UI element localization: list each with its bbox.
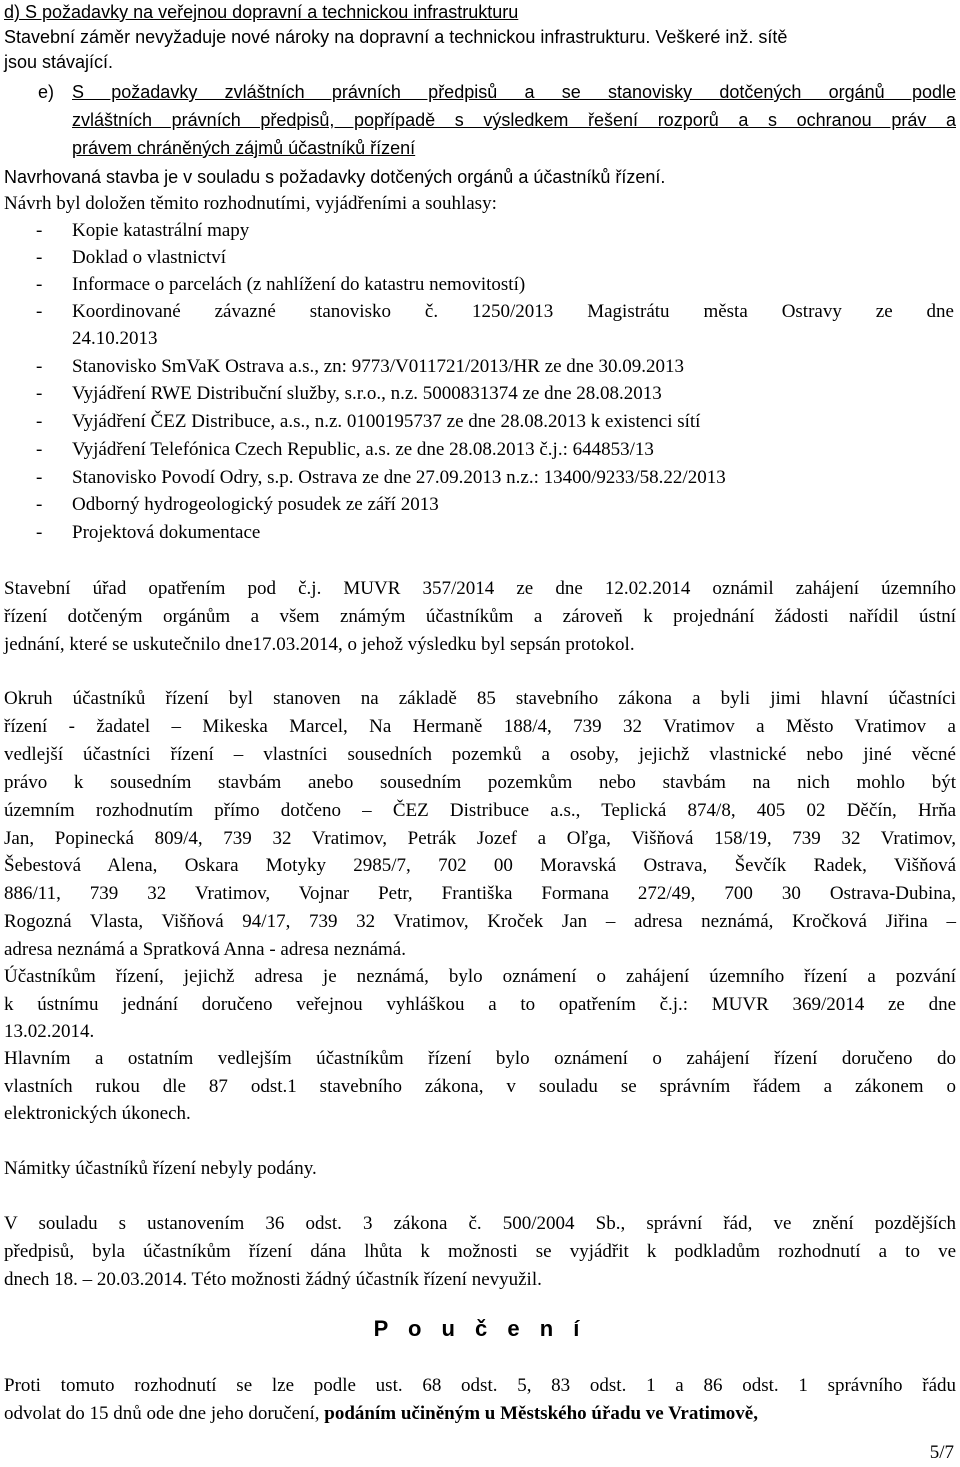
participants-line-6: Jan, Popinecká 809/4, 739 32 Vratimov, Petrák Jozef a Oľga, Višňová 158/19, 739 32 Vratimov, <box>4 828 956 849</box>
participants-line-3: vedlejší účastníci řízení – vlastníci sousedních pozemků a osoby, jejichž vlastnické nebo jiné věcné <box>4 744 956 765</box>
list-item-text: Vyjádření ČEZ Distribuce, a.s., n.z. 0100195737 ze dne 28.08.2013 k existenci sítí <box>72 411 701 432</box>
list-item-text: Koordinované závazné stanovisko č. 1250/2013 Magistrátu města Ostravy ze dne <box>72 301 954 322</box>
deadline-line-3: dnech 18. – 20.03.2014. Této možnosti žádný účastník řízení nevyužil. <box>4 1269 542 1290</box>
list-item <box>0 299 960 324</box>
list-item-text: Informace o parcelách (z nahlížení do katastru nemovitostí) <box>72 274 526 295</box>
list-item-text: Projektová dokumentace <box>72 522 261 543</box>
section-d-heading: d) S požadavky na veřejnou dopravní a technickou infrastrukturu <box>4 2 519 22</box>
list-item <box>0 437 960 462</box>
appeal-line-2-plain: odvolat do 15 dnů ode dne jeho doručení, <box>4 1403 325 1424</box>
section-e-heading-3: právem chráněných zájmů účastníků řízení <box>72 138 416 158</box>
list-dash: - <box>36 274 43 295</box>
list-item <box>0 381 960 406</box>
page-number: 5/7 <box>929 1442 954 1463</box>
section-d-text-2: jsou stávající. <box>4 52 114 72</box>
list-dash: - <box>36 220 43 241</box>
section-e-label: e) <box>38 82 55 102</box>
list-dash: - <box>36 383 43 404</box>
appeal-line-1: Proti tomuto rozhodnutí se lze podle ust. 68 odst. 5, 83 odst. 1 a 86 odst. 1 správního řádu <box>4 1375 956 1396</box>
unknown-address-line-2: k ústnímu jednání doručeno veřejnou vyhláškou a to opatřením č.j.: MUVR 369/2014 ze dne <box>4 994 956 1015</box>
participants-line-5: územním rozhodnutím přímo dotčeno – ČEZ Distribuce a.s., Teplická 874/8, 405 02 Děčín, Hrňa <box>4 800 956 821</box>
participants-line-7: Šebestová Alena, Oskara Motyky 2985/7, 702 00 Moravská Ostrava, Ševčík Radek, Višňová <box>4 855 956 876</box>
list-item-text: Vyjádření Telefónica Czech Republic, a.s. ze dne 28.08.2013 č.j.: 644853/13 <box>72 439 654 460</box>
list-item <box>0 354 960 379</box>
list-item-text: Odborný hydrogeologický posudek ze září 2013 <box>72 494 439 515</box>
main-participants-line-1: Hlavním a ostatním vedlejším účastníkům řízení bylo oznámení o zahájení řízení doručeno do <box>4 1048 956 1069</box>
list-dash: - <box>36 411 43 432</box>
participants-line-9: Rogozná Vlasta, Višňová 94/17, 739 32 Vratimov, Kroček Jan – adresa neznámá, Kročková Jiřina – <box>4 911 956 932</box>
participants-line-4: právo k sousedním stavbám anebo sousedním pozemkům nebo stavbám na nich mohlo být <box>4 772 956 793</box>
announcement-line-2: řízení dotčeným orgánům a všem známým účastníkům a zároveň k projednání žádosti nařídil ústní <box>4 606 956 627</box>
unknown-address-line-3: 13.02.2014. <box>4 1021 95 1042</box>
main-participants-line-2: vlastních rukou dle 87 odst.1 stavebního zákona, v souladu se správním řádem a zákonem o <box>4 1076 956 1097</box>
section-d-text-1: Stavební záměr nevyžaduje nové nároky na dopravní a technickou infrastrukturu. Veškeré inž. sítě <box>4 27 788 47</box>
list-dash: - <box>36 467 43 488</box>
list-item-text: Doklad o vlastnictví <box>72 247 227 268</box>
appeal-line-2 <box>4 1401 956 1426</box>
list-item <box>0 245 960 270</box>
list-item-text: Kopie katastrální mapy <box>72 220 250 241</box>
announcement-line-1: Stavební úřad opatřením pod č.j. MUVR 357/2014 ze dne 12.02.2014 oznámil zahájení územního <box>4 578 956 599</box>
list-dash: - <box>36 439 43 460</box>
section-e-heading-1: S požadavky zvláštních právních předpisů a se stanovisky dotčených orgánů podle <box>72 82 956 102</box>
deadline-line-1: V souladu s ustanovením 36 odst. 3 zákona č. 500/2004 Sb., správní řád, ve znění pozdějších <box>4 1213 956 1234</box>
instruction-heading: P o u č e n í <box>373 1316 587 1341</box>
list-dash: - <box>36 356 43 377</box>
participants-line-1: Okruh účastníků řízení byl stanoven na základě 85 stavebního zákona a byli jimi hlavní účastníci <box>4 688 956 709</box>
list-item-text: Vyjádření RWE Distribuční služby, s.r.o., n.z. 5000831374 ze dne 28.08.2013 <box>72 383 662 404</box>
participants-line-2: řízení - žadatel – Mikeska Marcel, Na Hermaně 188/4, 739 32 Vratimov a Město Vratimov a <box>4 716 956 737</box>
list-item <box>0 492 960 517</box>
participants-line-8: 886/11, 739 32 Vratimov, Vojnar Petr, Františka Formana 272/49, 700 30 Ostrava-Dubina, <box>4 883 956 904</box>
list-item-text: Stanovisko Povodí Odry, s.p. Ostrava ze dne 27.09.2013 n.z.: 13400/9233/58.22/2013 <box>72 467 726 488</box>
documents-intro: Návrh byl doložen těmito rozhodnutími, vyjádřeními a souhlasy: <box>4 193 497 214</box>
participants-line-10: adresa neznámá a Spratková Anna - adresa neznámá. <box>4 939 406 960</box>
appeal-line-2-bold: podáním učiněným u Městského úřadu ve Vratimově, <box>324 1403 758 1424</box>
section-e-text: Navrhovaná stavba je v souladu s požadavky dotčených orgánů a účastníků řízení. <box>4 167 666 187</box>
list-item-text: Stanovisko SmVaK Ostrava a.s., zn: 9773/V011721/2013/HR ze dne 30.09.2013 <box>72 356 684 377</box>
list-item <box>0 218 960 243</box>
announcement-line-3: jednání, které se uskutečnilo dne17.03.2014, o jehož výsledku byl sepsán protokol. <box>4 634 635 655</box>
deadline-line-2: předpisů, byla účastníkům řízení dána lhůta k možnosti se vyjádřit k podkladům rozhodnutí a to ve <box>4 1241 956 1262</box>
list-item <box>0 409 960 434</box>
list-dash: - <box>36 522 43 543</box>
unknown-address-line-1: Účastníkům řízení, jejichž adresa je neznámá, bylo oznámení o zahájení územního řízení a pozvání <box>4 966 956 987</box>
main-participants-line-3: elektronických úkonech. <box>4 1103 191 1124</box>
list-item <box>0 465 960 490</box>
list-item-continuation: 24.10.2013 <box>72 328 158 349</box>
list-dash: - <box>36 494 43 515</box>
objections-text: Námitky účastníků řízení nebyly podány. <box>4 1158 317 1179</box>
list-dash: - <box>36 247 43 268</box>
list-item <box>0 520 960 545</box>
list-dash: - <box>36 301 43 322</box>
list-item <box>0 272 960 297</box>
section-e-heading-2: zvláštních právních předpisů, popřípadě s výsledkem řešení rozporů a s ochranou práv a <box>72 110 956 130</box>
